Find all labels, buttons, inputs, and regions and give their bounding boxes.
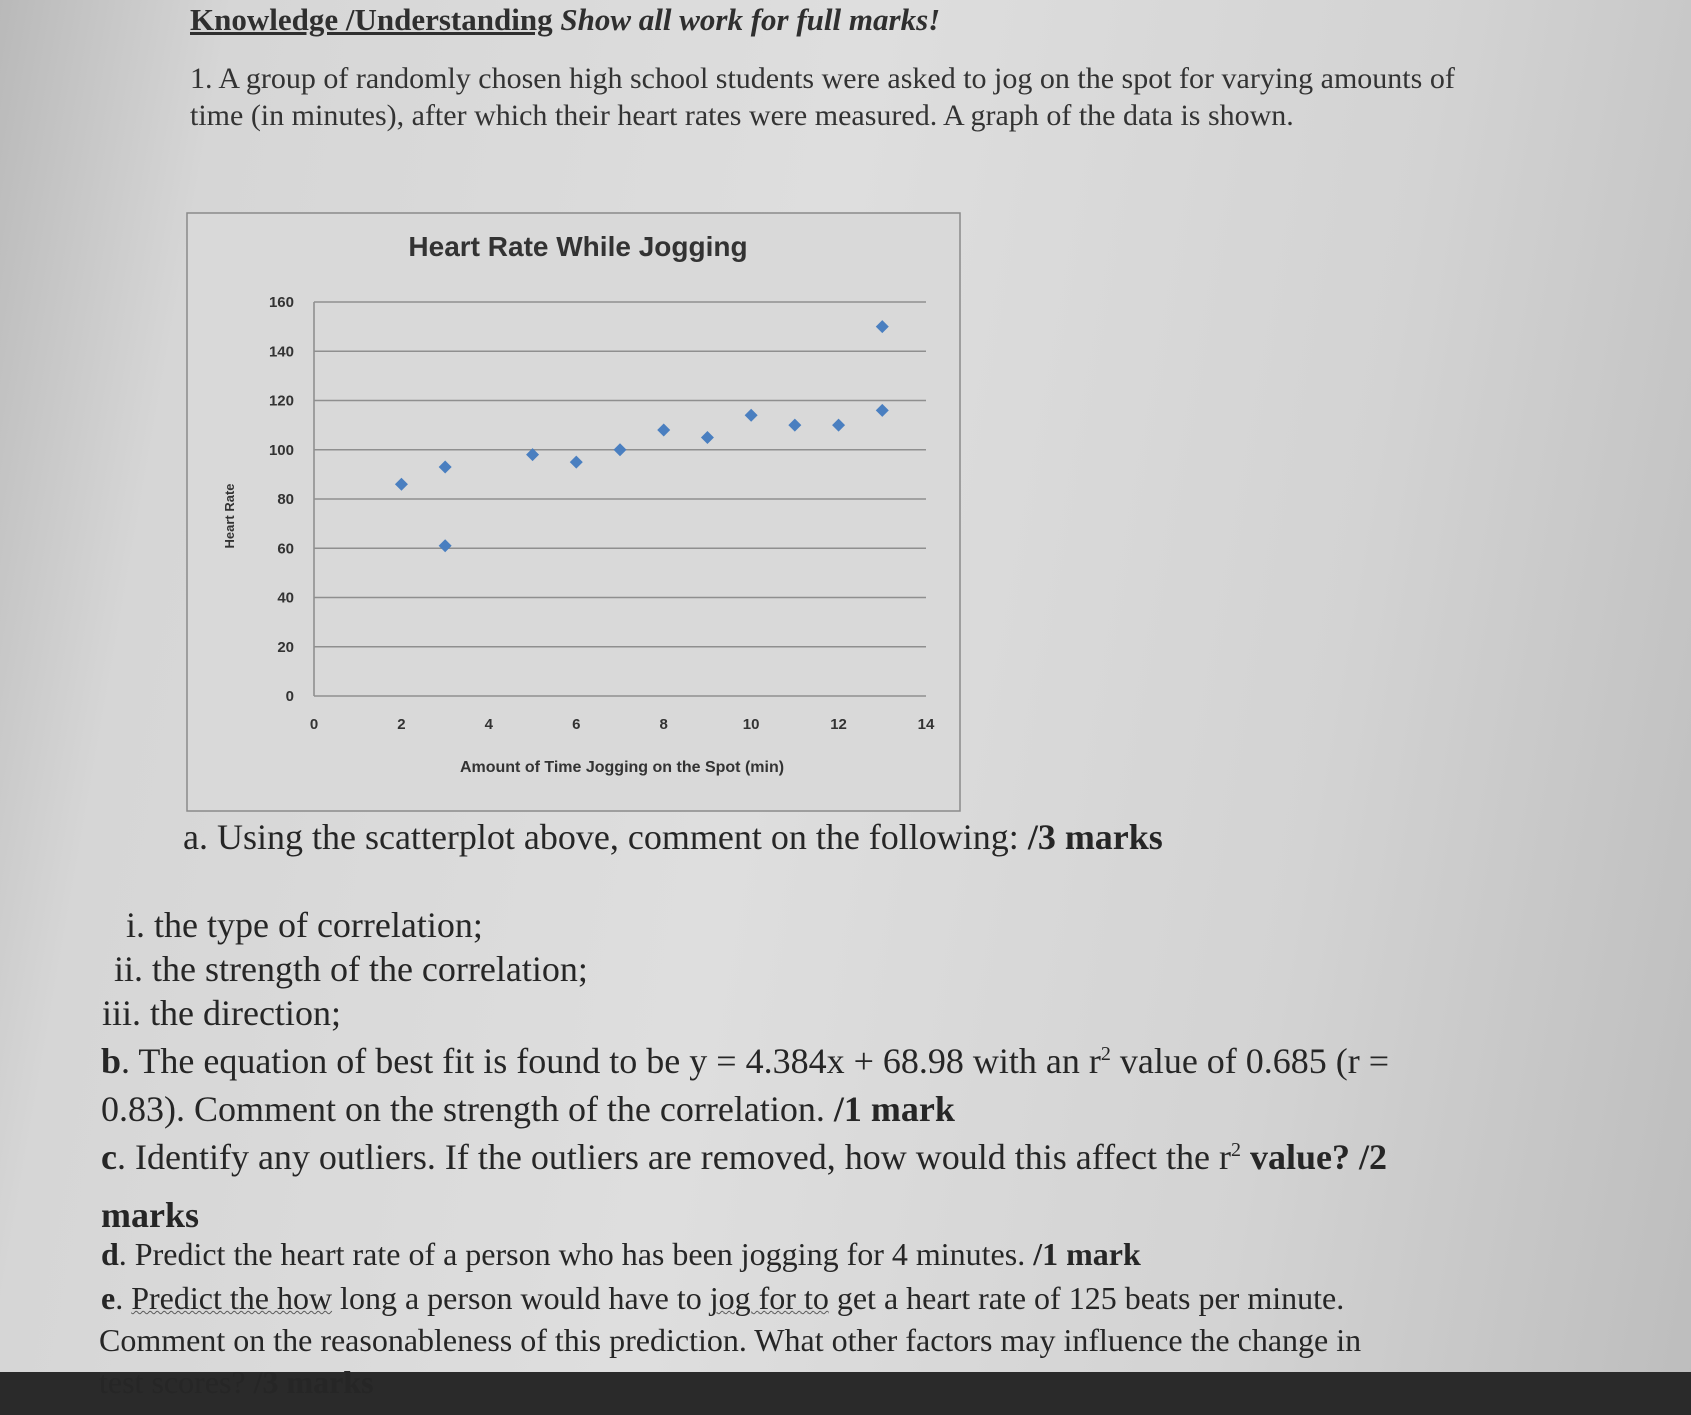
x-tick-label: 8 (659, 716, 668, 733)
question-a-i: i. the type of correlation; (126, 905, 483, 945)
y-axis-label: Heart Rate (222, 483, 237, 549)
spelling-flag-2: jog for to (709, 1280, 829, 1316)
x-tick-label: 10 (742, 716, 760, 733)
x-tick-label: 2 (397, 716, 406, 733)
y-tick-label: 160 (268, 294, 294, 311)
question-a-iii: iii. the direction; (102, 993, 341, 1033)
question-e-line2: Comment on the reasonableness of this prediction. What other factors may influence the change in (99, 1322, 1362, 1358)
question-e-label: e (101, 1280, 116, 1316)
chart-title: Heart Rate While Jogging (408, 231, 748, 262)
question-c-text: . Identify any outliers. If the outliers are removed, how would this affect the r (116, 1137, 1231, 1177)
x-tick-label: 14 (917, 716, 935, 733)
r-squared-superscript: 2 (1100, 1043, 1111, 1065)
heading-underlined: Knowledge /Understanding (190, 2, 553, 37)
scatter-chart (186, 212, 961, 812)
y-tick-label: 0 (285, 688, 294, 705)
y-tick-label: 120 (268, 392, 294, 410)
x-tick-label: 4 (484, 716, 494, 733)
y-tick-label: 140 (268, 343, 294, 361)
y-tick-label: 100 (268, 441, 294, 459)
question-c-line1 (101, 1136, 1387, 1178)
spelling-flag-1: Predict the how (131, 1280, 333, 1316)
question-e-line1 (101, 1280, 1344, 1317)
question-b-text-2: 0.83). Comment on the strength of the correlation. (101, 1089, 825, 1129)
heading-instruction: Show all work for full marks! (560, 2, 941, 37)
question-e-text-2: long a person would have to (332, 1280, 710, 1316)
question-e-text-1: . (115, 1280, 132, 1316)
question-e-text-3: get a heart rate of 125 beats per minute. (828, 1280, 1345, 1316)
question-d (101, 1236, 1141, 1273)
x-tick-label: 0 (309, 716, 319, 733)
question-a-text: a. Using the scatterplot above, comment on the following: (183, 817, 1019, 857)
y-tick-label: 20 (277, 638, 294, 656)
x-tick-label: 6 (572, 716, 581, 733)
question-b-marks: /1 mark (833, 1089, 955, 1129)
question-intro: 1. A group of randomly chosen high school students were asked to jog on the spot for varying amounts of time (in minutes), after which their heart rates were measured. A graph of the data is shown. (190, 62, 1455, 132)
section-heading (190, 2, 940, 38)
question-c-line2 (101, 1194, 199, 1236)
question-a (183, 816, 1163, 858)
question-c-text-end: value? /2 (1240, 1137, 1387, 1177)
question-a-marks: /3 marks (1027, 817, 1163, 857)
r-squared-superscript: 2 (1230, 1139, 1241, 1161)
question-b-text: . The equation of best fit is found to be y = 4.384x + 68.98 with an r (121, 1041, 1101, 1081)
x-axis-label: Amount of Time Jogging on the Spot (min) (459, 759, 785, 776)
chart-svg (186, 212, 961, 812)
question-b-line2 (101, 1088, 955, 1130)
question-c-marks: marks (101, 1195, 199, 1235)
x-tick-label: 12 (830, 716, 847, 733)
question-b-text-end: value of 0.685 (r = (1110, 1041, 1390, 1081)
question-e-text-4: test scores? (99, 1364, 246, 1400)
question-d-label: d (101, 1236, 119, 1272)
question-e-marks: /3 marks (253, 1364, 374, 1400)
question-c-label: c (101, 1137, 117, 1177)
question-d-text: . Predict the heart rate of a person who has been jogging for 4 minutes. (118, 1236, 1026, 1272)
question-d-marks: /1 mark (1033, 1236, 1141, 1272)
question-b-line1 (101, 1040, 1389, 1082)
question-e-line3 (99, 1364, 374, 1401)
question-a-ii: ii. the strength of the correlation; (114, 949, 588, 989)
question-b-label: b (101, 1041, 122, 1081)
y-tick-label: 80 (277, 491, 294, 508)
y-tick-label: 60 (277, 540, 294, 558)
y-tick-label: 40 (277, 589, 294, 607)
